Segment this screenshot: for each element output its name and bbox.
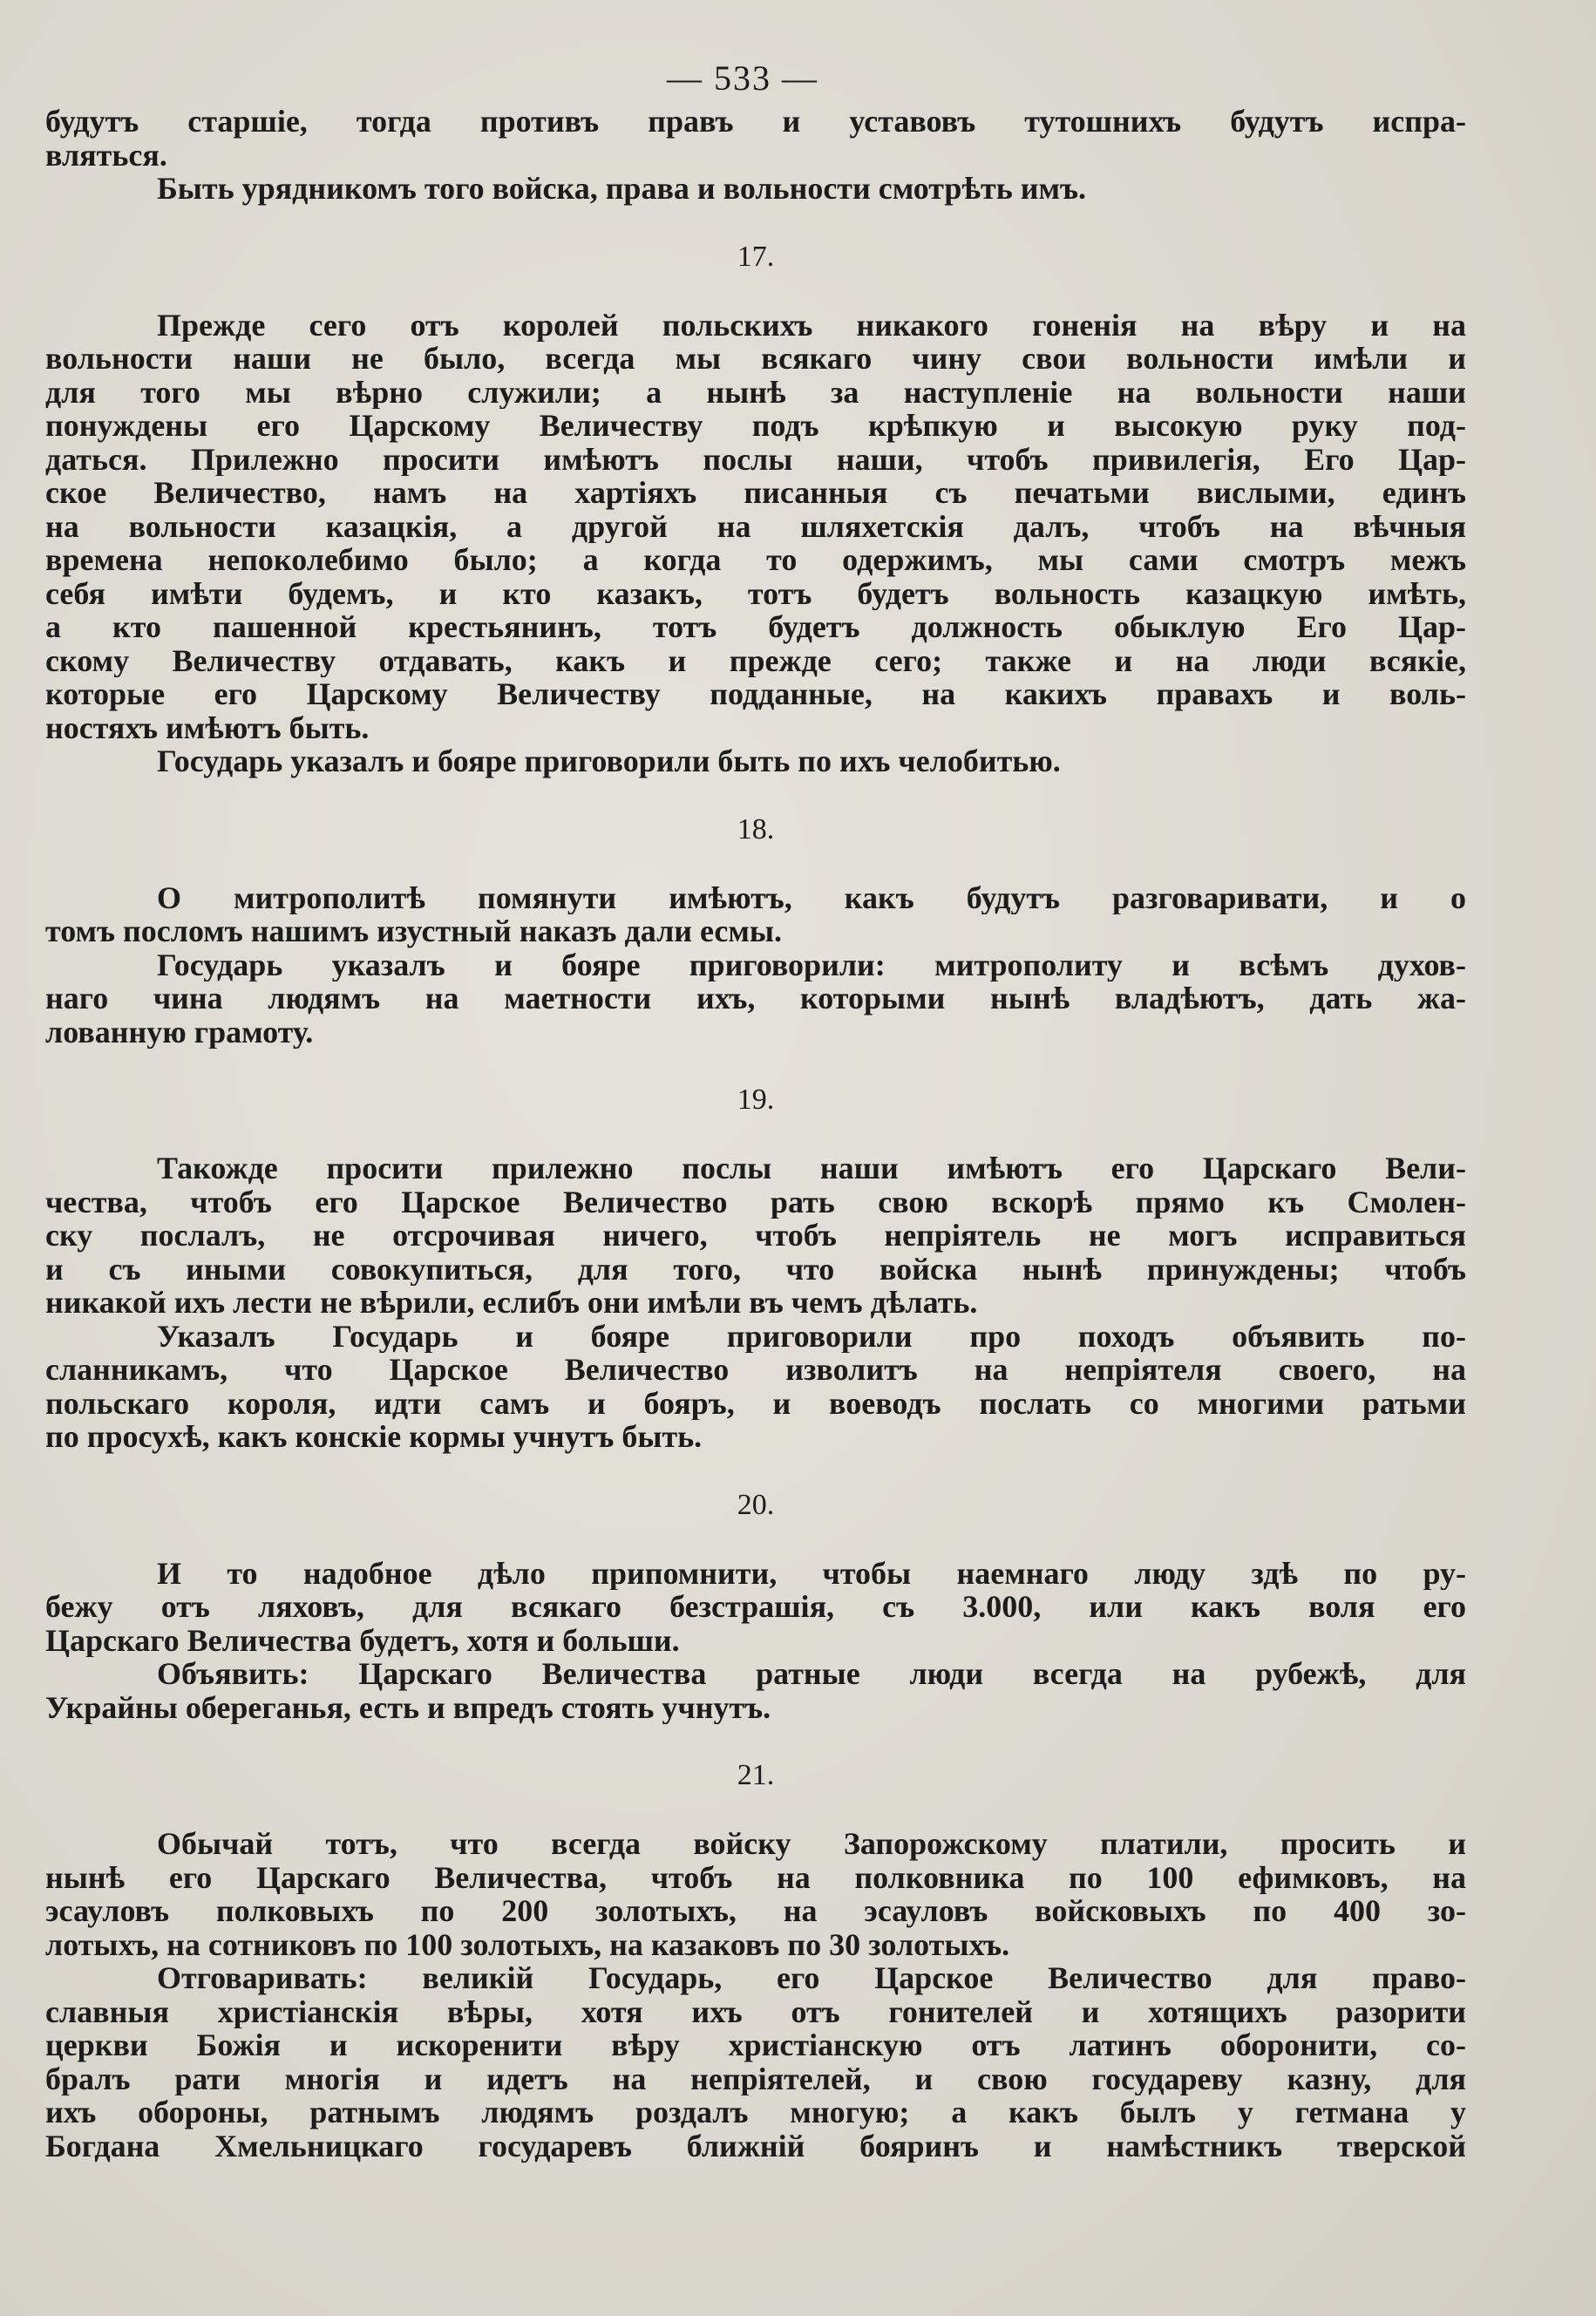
text-line: церкви Божія и искоренити вѣру христіанскую отъ латинъ оборонити, со-: [45, 2028, 1466, 2062]
text-line: лованную грамоту.: [45, 1015, 314, 1049]
paragraph: [45, 309, 1466, 745]
text-line: а кто пашенной крестьянинъ, тотъ будетъ должность обыклую Его Цар-: [45, 610, 1466, 644]
text-line: ску послалъ, не отсрочивая ничего, чтобъ непріятель не могъ исправиться: [45, 1219, 1466, 1253]
section-number: 19.: [737, 1083, 775, 1116]
text-line: Такожде просити прилежно послы наши имѣютъ его Царскаго Вели-: [157, 1151, 1466, 1185]
section-number: 17.: [737, 240, 775, 273]
text-line: Государь указалъ и бояре приговорили быть по ихъ челобитью.: [157, 744, 1061, 778]
text-line: Объявить: Царскаго Величества ратные люди всегда на рубежѣ, для: [157, 1657, 1466, 1691]
text-line: И то надобное дѣло припомнити, чтобы наемнаго люду здѣ по ру-: [157, 1556, 1466, 1590]
text-line: польскаго короля, идти самъ и бояръ, и воеводъ послать со многими ратьми: [45, 1386, 1466, 1420]
paragraph: [45, 948, 1466, 1049]
text-line: бежу отъ ляховъ, для всякаго безстрашія, съ 3.000, или какъ воля его: [45, 1590, 1466, 1624]
text-line: лотыхъ, на сотниковъ по 100 золотыхъ, на казаковъ по 30 золотыхъ.: [45, 1927, 1010, 1961]
text-line: наго чина людямъ на маетности ихъ, которыми нынѣ владѣютъ, дать жа-: [45, 981, 1466, 1015]
text-line: Прежде сего отъ королей польскихъ никакого гоненія на вѣру и на: [157, 308, 1466, 342]
text-line: О митрополитѣ помянути имѣютъ, какъ будутъ разговаривати, и о: [157, 880, 1466, 914]
text-line: времена непоколебимо было; а когда то одержимъ, мы сами смотръ межъ: [45, 543, 1466, 577]
text-line: Отговаривать: великій Государь, его Царское Величество для право-: [157, 1961, 1466, 1995]
paragraph: [45, 1151, 1466, 1320]
paragraph: [45, 1557, 1466, 1658]
section-number: 21.: [737, 1759, 775, 1791]
paragraph: [45, 1657, 1466, 1724]
page-number: — 533 —: [667, 58, 818, 98]
text-line: Указалъ Государь и бояре приговорили про походъ объявить по-: [157, 1319, 1466, 1353]
paragraph: [45, 881, 1466, 948]
text-line: которые его Царскому Величеству подданные, на какихъ правахъ и воль-: [45, 677, 1466, 711]
paragraph: [45, 1961, 1466, 2163]
paragraph: [45, 172, 1466, 206]
page-body: [45, 105, 1466, 2163]
text-line: нынѣ его Царскаго Величества, чтобъ на полковника по 100 ефимковъ, на: [45, 1860, 1466, 1894]
text-line: бралъ рати многія и идетъ на непріятелей, и свою государеву казну, для: [45, 2061, 1466, 2095]
text-line: скому Величеству отдавать, какъ и прежде сего; также и на люди всякіе,: [45, 643, 1466, 677]
text-line: ское Величество, намъ на хартіяхъ писанныя съ печатьми вислыми, единъ: [45, 476, 1466, 510]
text-line: вольности наши не было, всегда мы всякаго чину свои вольности имѣли и: [45, 342, 1466, 376]
text-line: славныя христіанскія вѣры, хотя ихъ отъ гонителей и хотящихъ разорити: [45, 1994, 1466, 2028]
text-line: томъ посломъ нашимъ изустный наказъ дали есмы.: [45, 914, 783, 948]
text-line: для того мы вѣрно служили; а нынѣ за наступленіе на вольности наши: [45, 375, 1466, 409]
text-line: себя имѣти будемъ, и кто казакъ, тотъ будетъ вольность казацкую имѣть,: [45, 576, 1466, 610]
text-line: ихъ обороны, ратнымъ людямъ роздалъ многую; а какъ былъ у гетмана у: [45, 2095, 1466, 2129]
text-line: по просухѣ, какъ конскіе кормы учнутъ быть.: [45, 1420, 703, 1454]
text-line: на вольности казацкія, а другой на шляхетскія далъ, чтобъ на вѣчныя: [45, 509, 1466, 543]
text-line: ностяхъ имѣютъ быть.: [45, 710, 370, 744]
text-line: сланникамъ, что Царское Величество изволитъ на непріятеля своего, на: [45, 1353, 1466, 1387]
paragraph: [45, 1320, 1466, 1454]
text-line: Царскаго Величества будетъ, хотя и больши.: [45, 1623, 680, 1657]
text-line: никакой ихъ лести не вѣрили, еслибъ они имѣли въ чемъ дѣлать.: [45, 1286, 978, 1320]
text-line: понуждены его Царскому Величеству подъ крѣпкую и высокую руку под-: [45, 409, 1466, 443]
text-line: Государь указалъ и бояре приговорили: митрополиту и всѣмъ духов-: [157, 947, 1466, 981]
section-number: 18.: [737, 812, 775, 846]
text-line: вляться.: [45, 138, 167, 172]
text-line: Обычай тотъ, что всегда войску Запорожскому платили, просить и: [157, 1827, 1466, 1861]
text-line: чества, чтобъ его Царское Величество рать свою вскорѣ прямо къ Смолен-: [45, 1185, 1466, 1219]
section-number: 20.: [737, 1488, 775, 1521]
text-line: даться. Прилежно просити имѣютъ послы наши, чтобъ привилегія, Его Цар-: [45, 442, 1466, 476]
text-line: Богдана Хмельницкаго государевъ ближній бояринъ и намѣстникъ тверской: [45, 2129, 1466, 2163]
text-line: Украйны оберeганья, есть и впредъ стоять учнутъ.: [45, 1690, 771, 1724]
text-line: и съ иными совокупиться, для того, что войска нынѣ принуждены; чтобъ: [45, 1252, 1466, 1286]
paragraph: [45, 105, 1466, 172]
paragraph: [45, 744, 1466, 778]
text-line: эсауловъ полковыхъ по 200 золотыхъ, на эсауловъ войсковыхъ по 400 зо-: [45, 1894, 1466, 1928]
paragraph: [45, 1827, 1466, 1961]
text-line: будутъ старшіе, тогда противъ правъ и уставовъ тутошнихъ будутъ испра-: [45, 105, 1466, 139]
document-page: [45, 52, 1466, 2163]
text-line: Быть урядникомъ того войска, права и вольности смотрѣть имъ.: [157, 172, 1087, 206]
